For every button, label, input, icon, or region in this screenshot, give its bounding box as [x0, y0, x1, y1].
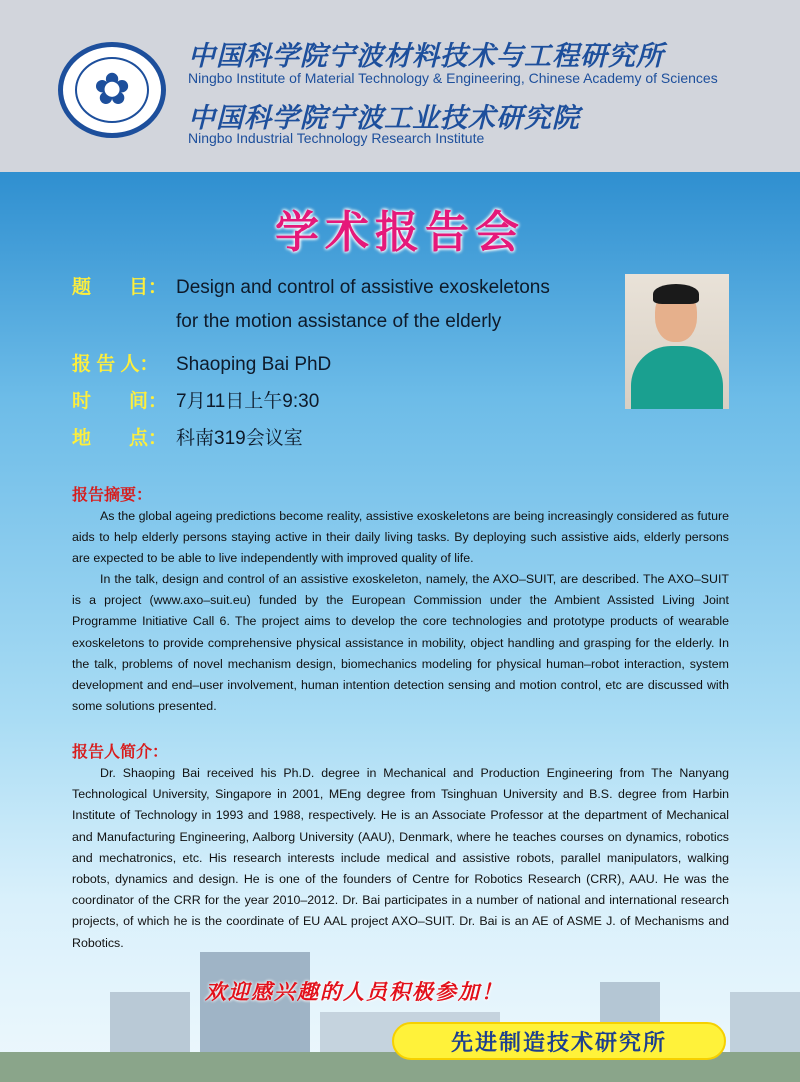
speaker-row: [72, 349, 331, 376]
time-label: 时 间：: [72, 391, 168, 412]
time-row: [72, 386, 319, 413]
time-value: 7月11日上午9:30: [176, 391, 320, 412]
topic-label: 题 目：: [72, 277, 168, 298]
topic-row-2: [176, 311, 501, 333]
research-institute-cn-name: 中国科学院宁波工业技术研究院: [188, 103, 580, 134]
abstract-paragraph-2: In the talk, design and control of an assistive exoskeleton, namely, the AXO–SUIT, are described. The AXO–SUIT is a project (www.axo–suit.eu) funded by the European Commission under the Ambient Assisted Living Joint Programme Initiative Call 6. The project aims to develop the core technologies and prototype products of wearable exoskeletons to provide comprehensive physical assistance in mobility, object handling and grasping for the elderly. In the talk, problems of novel mechanism design, biomechanics modeling for physical human–robot interaction, system development and end–user involvement, human intention detection sensing and motion control, etc are discussed with some solutions presented.: [72, 572, 729, 714]
bio-heading: 报告人简介：: [72, 742, 169, 761]
abstract-paragraph-1: As the global ageing predictions become reality, assistive exoskeletons are being increasingly considered as future aids to help elderly persons staying active in their daily living tasks. By deploying such assistive aids, elderly persons are expected to be able to live independently with improved quality of life.: [72, 509, 729, 566]
place-row: [72, 423, 303, 450]
welcome-text: 欢迎感兴趣的人员积极参加！: [205, 979, 504, 1004]
organizer-badge: 先进制造技术研究所: [392, 1022, 726, 1060]
place-label: 地 点：: [72, 428, 168, 449]
cas-logo: [58, 42, 166, 138]
speaker-value: Shaoping Bai PhD: [176, 354, 332, 375]
header-banner: [0, 0, 800, 172]
topic-value: Design and control of assistive exoskeletons: [176, 277, 550, 298]
topic-row: [72, 272, 550, 299]
flower-emblem-icon: ✿: [75, 57, 149, 123]
institute-cn-name: 中国科学院宁波材料技术与工程研究所: [188, 41, 664, 72]
research-institute-en-name: Ningbo Industrial Technology Research Institute: [188, 130, 485, 146]
campus-buildings-image: [0, 952, 800, 1082]
abstract-heading: 报告摘要：: [72, 485, 153, 504]
poster-title: 学术报告会: [275, 207, 525, 258]
bio-paragraph: Dr. Shaoping Bai received his Ph.D. degree in Mechanical and Production Engineering from The Nanyang Technological University, Singapore in 2001, MEng degree from Tsinghuan University and B.S. degree from Harbin Institute of Technology in 1993 and 1988, respectively. He is an Associate Professor at the department of Mechanical and Manufacturing Engineering, Aalborg University (AAU), Denmark, where he teaches courses on dynamics, robotics and mechatronics, etc. His research interests include medical and assistive robots, parallel manipulators, walking robots, dynamics and design. He is one of the founders of Centre for Robotics Research (CRR), AAU. He was the coordinator of the CRR for the year 2010–2012. Dr. Bai participates in a number of national and international research projects, of which he is the coordinate of EU AAL project AXO–SUIT. Dr. Bai is an AE of ASME J. of Mechanisms and Robotics.: [72, 766, 729, 950]
institute-en-name: Ningbo Institute of Material Technology & Engineering, Chinese Academy of Sciences: [188, 70, 718, 86]
speaker-label: 报 告 人：: [72, 354, 159, 375]
topic-value-2: for the motion assistance of the elderly: [176, 311, 502, 332]
speaker-photo: [625, 274, 729, 409]
place-value: 科南319会议室: [176, 428, 303, 449]
